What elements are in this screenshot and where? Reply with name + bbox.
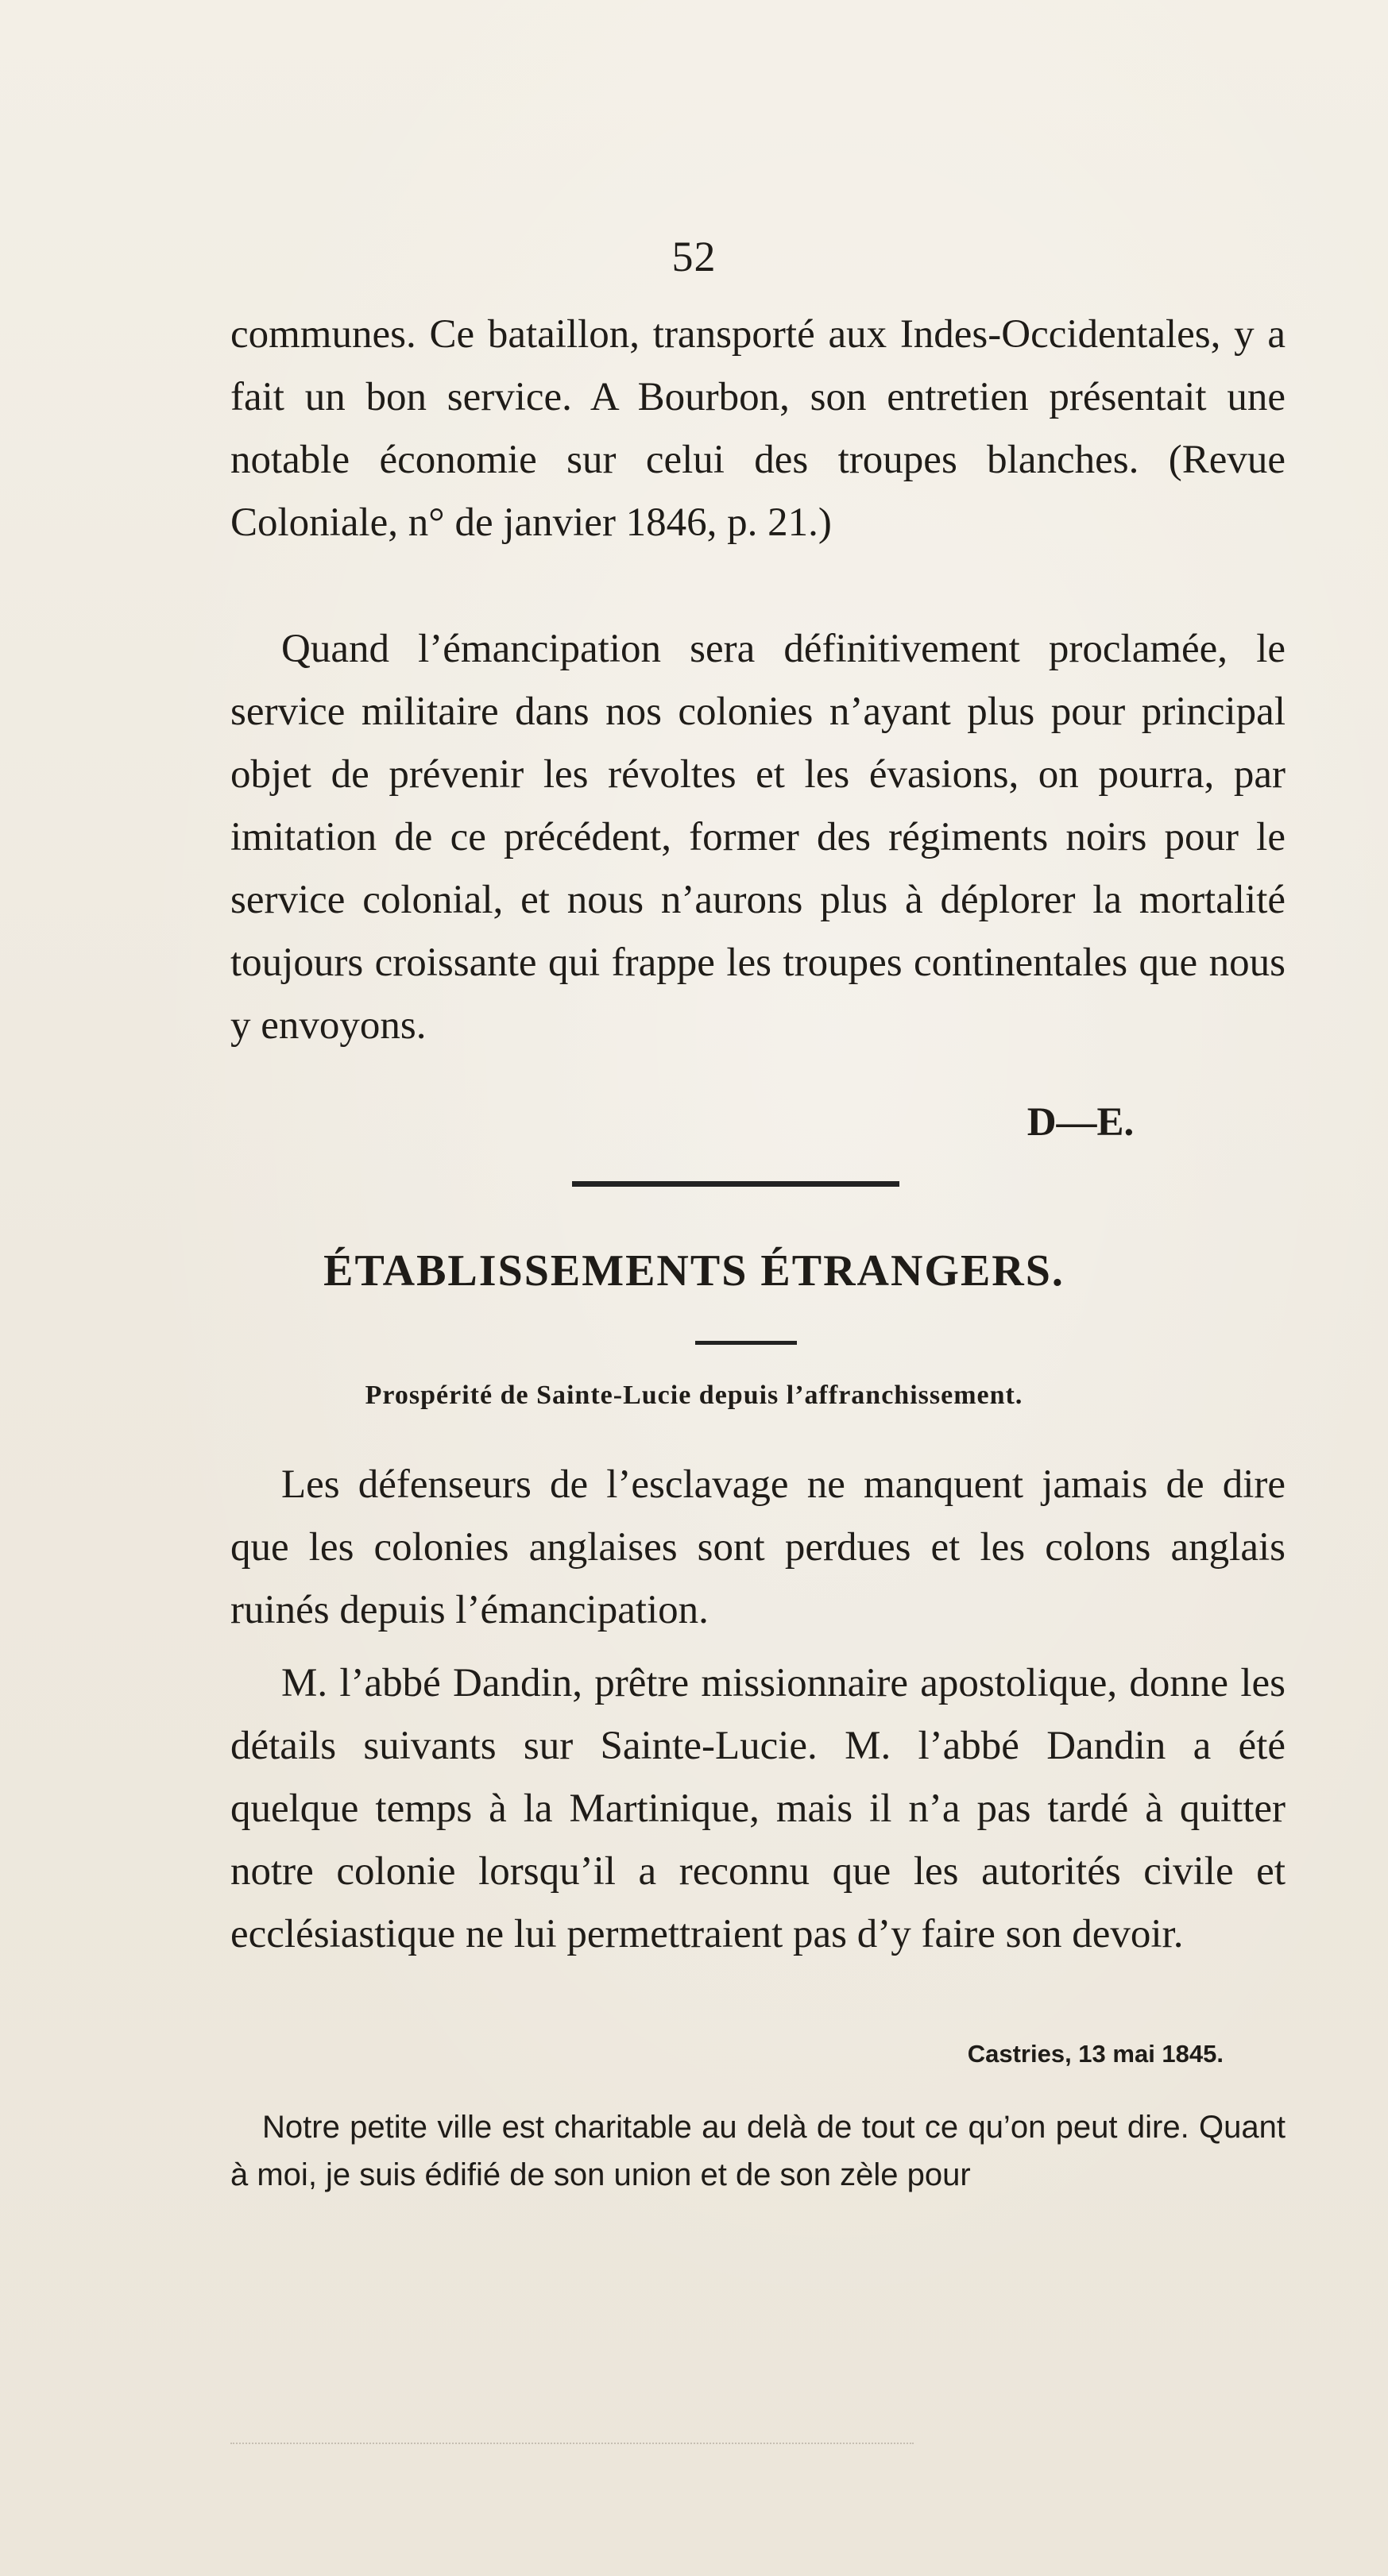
page-number: 52 [671, 233, 717, 280]
author-signature: D—E. [1027, 1100, 1135, 1145]
paragraph-text: Notre petite ville est charitable au delà de tout ce qu’on peut dire. Quant à moi, je suis édifié de son union et de son zèle pour [230, 2110, 1286, 2192]
article-subheading: Prospérité de Sainte-Lucie depuis l’affranchissement. [365, 1381, 1023, 1410]
paragraph-continuation [230, 303, 1286, 554]
section-divider [572, 1181, 899, 1187]
paragraph-text: Quand l’émancipation sera définitivement proclamée, le service militaire dans nos colonies n’ayant plus pour principal objet de prévenir les révoltes et les évasions, on pourra, par imitation de ce précédent, former des régiments noirs pour le service colonial, et nous n’aurons plus à déplorer la mortalité toujours croissante qui frappe les troupes continentales que nous y envoyons. [230, 627, 1286, 1048]
letter-dateline: Castries, 13 mai 1845. [967, 2040, 1224, 2068]
paragraph-text: communes. Ce bataillon, transporté aux Indes-Occidentales, y a fait un bon service. A Bourbon, son entretien présentait une notable économie sur celui des troupes blanches. (Revue Coloniale, n° de janvier 1846, p. 21.) [230, 312, 1286, 545]
heading-divider [695, 1341, 797, 1345]
paragraph-dandin [230, 1652, 1286, 1966]
paragraph-text: Les défenseurs de l’esclavage ne manquent jamais de dire que les colonies anglaises sont perdues et les colons anglais ruinés depuis l’émancipation. [230, 1462, 1286, 1632]
page-smudge [230, 2443, 914, 2446]
paragraph-text: M. l’abbé Dandin, prêtre missionnaire apostolique, donne les détails suivants sur Sainte-Lucie. M. l’abbé Dandin a été quelque temps à la Martinique, mais il n’a pas tardé à quitter notre colonie lorsqu’il a reconnu que les autorités civile et ecclésiastique ne lui permettraient pas d’y faire son devoir. [230, 1661, 1286, 1956]
paragraph-emancipation [230, 618, 1286, 1057]
letter-excerpt [230, 2103, 1286, 2199]
paragraph-defenders [230, 1454, 1286, 1642]
section-heading: ÉTABLISSEMENTS ÉTRANGERS. [323, 1246, 1065, 1296]
